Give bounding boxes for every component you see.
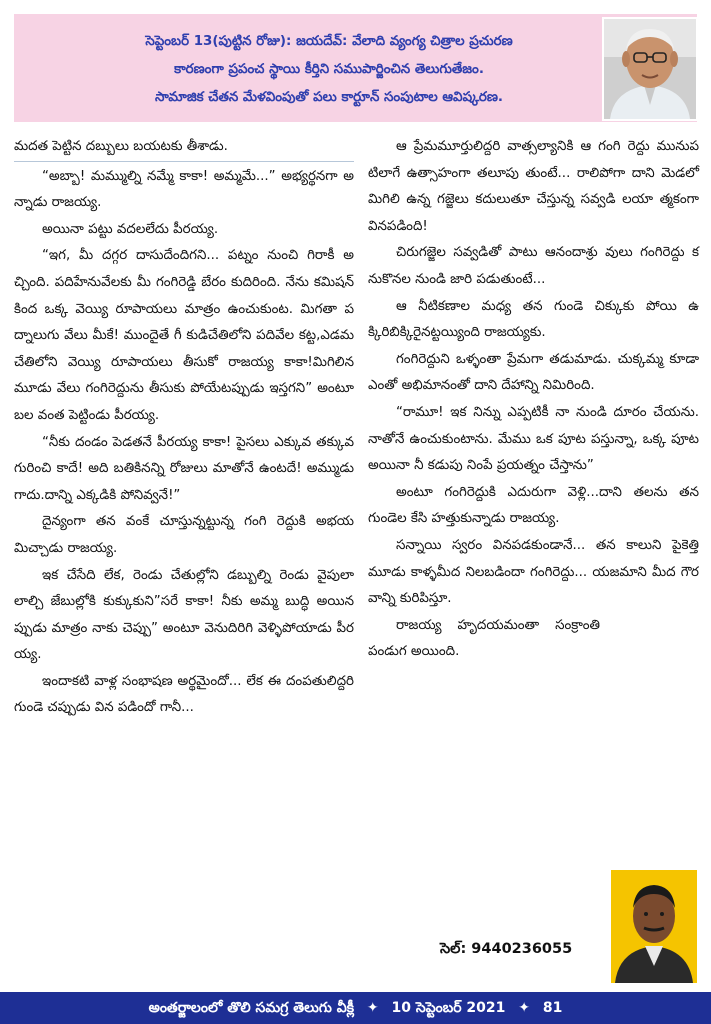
left-column — [14, 134, 354, 722]
paragraph: సన్నాయి స్వరం వినపడకుండానే... తన కాలుని పైకెత్తి మూడు కాళ్ళమీద నిలబడిందా గంగిరెద్దు... యజమాని మీద గౌరవాన్ని కురిపిస్తూ. — [368, 537, 699, 607]
diamond-separator-icon: ✦ — [366, 1000, 379, 1016]
banner-line-1: సెప్టెంబర్ 13(పుట్టిన రోజు): జయదేవ్: వేలాది వ్యంగ్య చిత్రాల ప్రచురణ — [145, 34, 513, 49]
banner-line-3: సామాజిక చేతన మేళవింపుతో పలు కార్టూన్ సంపుటాల ఆవిష్కరణ. — [154, 90, 504, 105]
line-divider — [14, 161, 354, 162]
paragraph: చిరుగజ్జెల సవ్వడితో పాటు ఆనందాశ్రు వులు గంగిరెద్దు కనుకొనల నుండి జారి పడుతుంటే... — [368, 245, 699, 287]
paragraph: ఇక చేసేది లేక, రెండు చేతుల్లోని డబ్బుల్ని రెండు వైపులా లాల్చి జేబుల్లోకి కుక్కుకుని”సరే కాకా! నీకు అమ్మ బుద్ధి అయినప్పుడు మాత్రం నాకు చెప్పు” అంటూ వెనుదిరిగి వెళ్ళిపోయాడు పీరయ్య. — [14, 567, 354, 663]
author-photo — [611, 870, 697, 983]
title-banner — [14, 14, 697, 122]
right-column — [368, 134, 699, 666]
paragraph: “అబ్బా! మమ్ముల్ని నమ్మే కాకా! అమ్మమే...” అభ్యర్థనగా అన్నాడు రాజయ్య. — [14, 168, 354, 211]
author-portrait-illustration — [611, 870, 697, 983]
banner-line-2: కారణంగా ప్రపంచ స్థాయి కీర్తిని సముపార్జించిన తెలుగుతేజం. — [174, 62, 484, 77]
page-footer — [0, 992, 711, 1024]
banner-headline — [44, 28, 614, 112]
footer-date: 10 సెప్టెంబర్ 2021 — [391, 1000, 506, 1016]
footer-title: అంతర్జాలంలో తొలి సమగ్ర తెలుగు వీక్లీ — [148, 1000, 355, 1016]
paragraph: ఆ నీటికణాల మధ్య తన గుండె చిక్కుకు పోయి ఉక్కిరిబిక్కిరైనట్టయ్యింది రాజయ్యకు. — [368, 298, 699, 341]
paragraph: మదత పెట్టిన దబ్బులు బయటకు తీశాడు. — [14, 139, 228, 154]
paragraph: అయినా పట్టు వదలలేదు పీరయ్య. — [42, 221, 219, 237]
portrait-illustration — [604, 19, 696, 119]
author-phone-number: సెల్: 9440236055 — [440, 941, 573, 957]
paragraph: ఇందాకటి వాళ్ల సంభాషణ అర్థమైందో... లేక ఈ దంపతులిద్దరి గుండె చప్పుడు విన పడిందో గానీ... — [14, 673, 354, 716]
paragraph: గంగిరెద్దుని ఒళ్ళంతా ప్రేమగా తడుమాడు. చుక్కమ్మ కూడా ఎంతో అభిమానంతో దాని దేహాన్ని నిమిరింది. — [368, 351, 699, 394]
paragraph: “రామూ! ఇక నిన్ను ఎప్పటికీ నా నుండి దూరం చేయను. నాతోనే ఉంచుకుంటాను. మేము ఒక పూట పస్తున్నా, ఒక్క పూట అయినా నీ కడుపు నింపే ప్రయత్నం చేస్తాను” — [368, 404, 699, 474]
paragraph: “ఇగ, మీ దగ్గర దాసుదేందిగని... పట్నం నుంచి గిరాకీ అచ్చింది. పదిహేనువేలకు మీ గంగిరెడ్డి బేరం కుదిరింది. నేను కమిషన్ కింద ఒక్క వెయ్యి రూపాయలు మాత్రం ఉంచుకుంట. మిగతా పద్నాలుగు వేలు మీకే! ముందైతే గీ కుడిచేతిలోని పదివేల కట్ట,ఎడమ చేతిలోని వెయ్యి రూపాయలు తీసుకో రాజయ్య కాకా!మిగిలిన మూడు వేలు గంగిరెద్దును తీసుకు పోయేటప్పుడు ఇస్తగని” అంటూ బల వంత పెట్టిండు పీరయ్య. — [14, 248, 354, 423]
paragraph: రాజయ్య హృదయమంతా సంక్రాంతి పండుగ అయింది. — [368, 617, 600, 660]
paragraph: అంటూ గంగిరెద్దుకి ఎదురుగా వెళ్లి...దాని తలను తన గుండెల కేసి హత్తుకున్నాడు రాజయ్య. — [368, 484, 699, 527]
jayadev-portrait-photo — [602, 17, 698, 121]
paragraph: దైన్యంగా తన వంకే చూస్తున్నట్టున్న గంగి రెద్దుకి అభయమిచ్చాడు రాజయ్య. — [14, 514, 354, 556]
paragraph: “నీకు దండం పెడతనే పీరయ్య కాకా! పైసలు ఎక్కువ తక్కువ గురించి కాదే! అది బతికినన్ని రోజులు మాతోనే ఉంటదే! అమ్ముడు గాదు.దాన్ని ఎక్కడికి పోనివ్వనే!” — [14, 434, 354, 503]
paragraph: ఆ ప్రేమమూర్తులిద్దరి వాత్సల్యానికి ఆ గంగి రెద్దు మునుపటిలాగే ఉత్సాహంగా తలూపు తుంటే... రాలిపోగా దాని మెడలో మిగిలి ఉన్న గజ్జెలు కదులుతూ చేస్తున్న సవ్వడి లయా త్మకంగా వినపడింది! — [368, 139, 699, 234]
footer-page-number: 81 — [542, 1000, 563, 1016]
diamond-separator-icon: ✦ — [518, 1000, 531, 1016]
